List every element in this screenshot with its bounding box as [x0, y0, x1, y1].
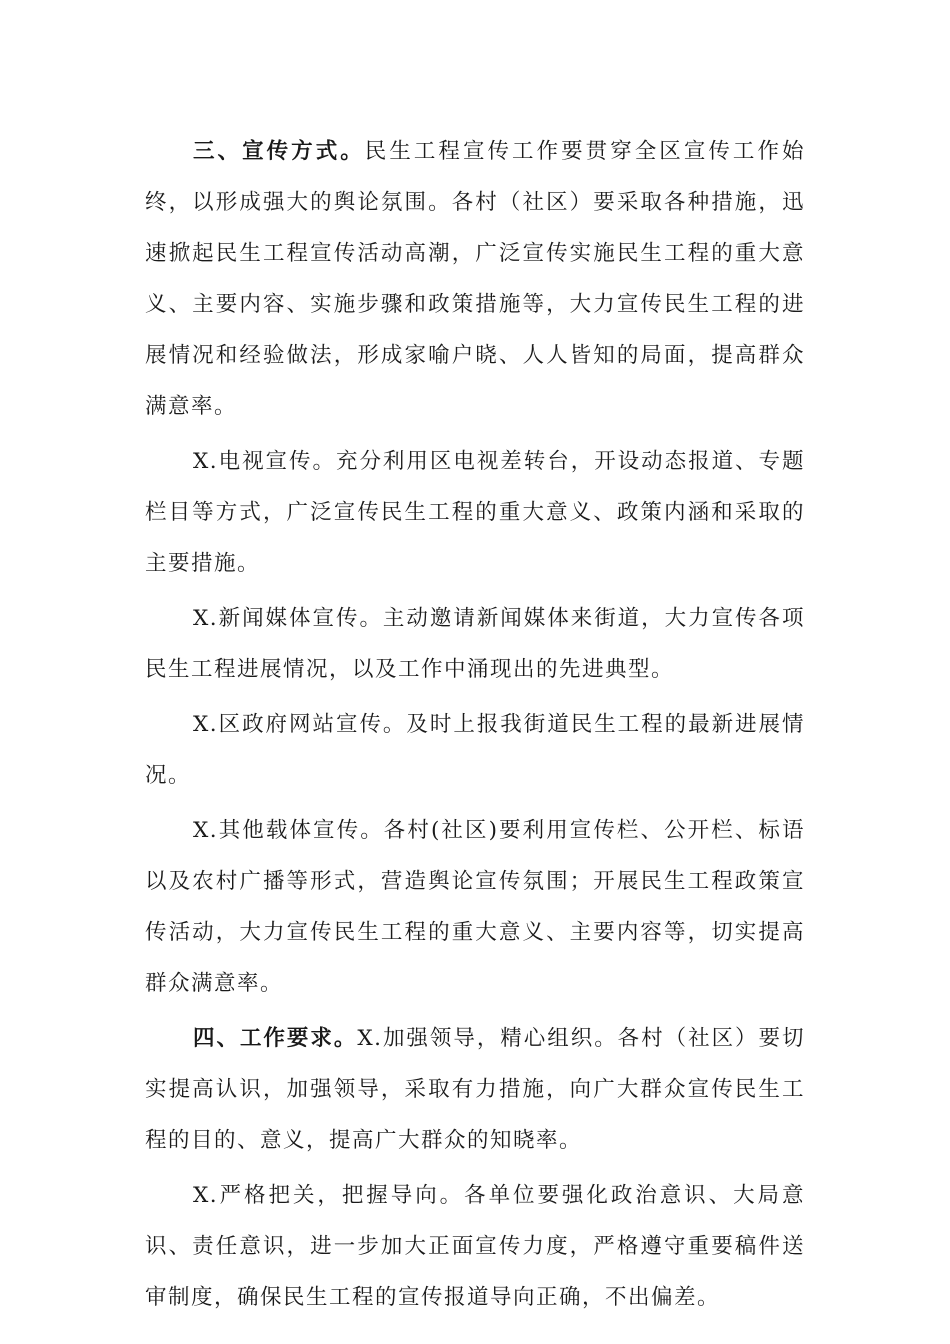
- paragraph-news-media: [145, 593, 805, 695]
- section-heading: 四、工作要求。: [193, 1026, 358, 1051]
- paragraph-propaganda-methods: [145, 126, 805, 432]
- paragraph-work-requirements: [145, 1013, 805, 1166]
- paragraph-other-carriers: [145, 805, 805, 1009]
- paragraph-government-website: [145, 699, 805, 801]
- paragraph-text: X.严格把关，把握导向。各单位要强化政治意识、大局意识、责任意识，进一步加大正面宣传力度，严格遵守重要稿件送审制度，确保民生工程的宣传报道导向正确，不出偏差。: [145, 1183, 805, 1310]
- paragraph-tv-propaganda: [145, 436, 805, 589]
- paragraph-text: X.区政府网站宣传。及时上报我街道民生工程的最新进展情况。: [145, 712, 805, 788]
- paragraph-text: X.电视宣传。充分利用区电视差转台，开设动态报道、专题栏目等方式，广泛宣传民生工程的重大意义、政策内涵和采取的主要措施。: [145, 449, 805, 576]
- paragraph-text: X.其他载体宣传。各村(社区)要利用宣传栏、公开栏、标语以及农村广播等形式，营造舆论宣传氛围；开展民生工程政策宣传活动，大力宣传民生工程的重大意义、主要内容等，切实提高群众满意率。: [145, 818, 805, 996]
- section-heading: 三、宣传方式。: [193, 139, 365, 164]
- paragraph-strict-control: [145, 1170, 805, 1323]
- paragraph-text: X.加强领导，精心组织。各村（社区）要切实提高认识，加强领导，采取有力措施，向广大群众宣传民生工程的目的、意义，提高广大群众的知晓率。: [145, 1026, 805, 1153]
- paragraph-text: 民生工程宣传工作要贯穿全区宣传工作始终，以形成强大的舆论氛围。各村（社区）要采取各种措施，迅速掀起民生工程宣传活动高潮，广泛宣传实施民生工程的重大意义、主要内容、实施步骤和政策措施等，大力宣传民生工程的进展情况和经验做法，形成家喻户晓、人人皆知的局面，提高群众满意率。: [145, 139, 805, 419]
- paragraph-text: X.新闻媒体宣传。主动邀请新闻媒体来街道，大力宣传各项民生工程进展情况，以及工作中涌现出的先进典型。: [145, 606, 805, 682]
- document-body: [145, 126, 805, 1327]
